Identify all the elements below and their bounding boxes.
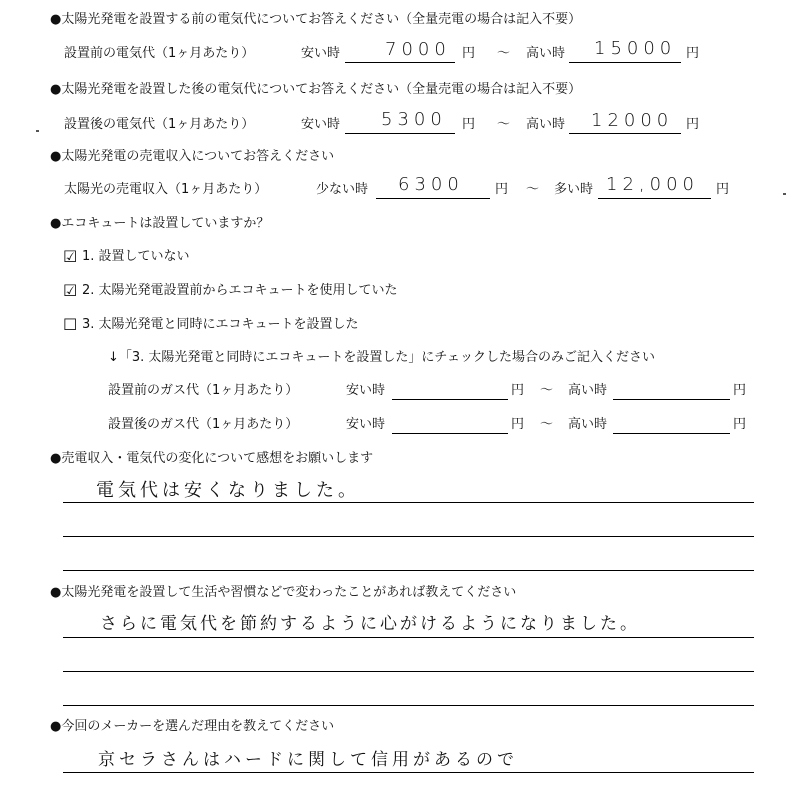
gas-after-unit-low: 円 <box>511 417 525 432</box>
q1-low-label: 安い時 <box>301 46 341 61</box>
gas-after-low-label: 安い時 <box>346 417 386 432</box>
gas-after-tilde: ～ <box>540 417 554 432</box>
gas-before-unit-low: 円 <box>511 383 525 398</box>
q1-unit-high: 円 <box>686 46 700 61</box>
q2-low-label: 安い時 <box>301 117 341 132</box>
q1-heading: ●太陽光発電を設置する前の電気代についてお答えください（全量売電の場合は記入不要） <box>50 12 582 27</box>
gas-before-low-field[interactable] <box>392 399 508 400</box>
q1-high-label: 高い時 <box>526 46 566 61</box>
q2-high-label: 高い時 <box>526 117 566 132</box>
q1-high-value[interactable]: 15000 <box>594 38 677 59</box>
q7-heading: ●今回のメーカーを選んだ理由を教えてください <box>50 719 335 734</box>
gas-after-high-label: 高い時 <box>568 417 608 432</box>
q6-answer-line-3 <box>63 705 754 706</box>
q1-unit-low: 円 <box>462 46 476 61</box>
gas-before-label: 設置前のガス代（1ヶ月あたり） <box>108 383 299 398</box>
q6-answer-line-1 <box>63 637 754 638</box>
q2-tilde: ～ <box>497 117 511 132</box>
q5-answer-line-2 <box>63 536 754 537</box>
q5-answer[interactable]: 電気代は安くなりました。 <box>96 480 360 501</box>
option3-checkbox[interactable]: ☐ <box>63 315 78 334</box>
gas-after-label: 設置後のガス代（1ヶ月あたり） <box>108 417 299 432</box>
q5-answer-line-1 <box>63 502 754 503</box>
gas-before-tilde: ～ <box>540 383 554 398</box>
q6-answer[interactable]: さらに電気代を節約するように心がけるようになりました。 <box>100 614 640 634</box>
gas-after-unit-high: 円 <box>733 417 747 432</box>
q3-unit-high: 円 <box>716 182 730 197</box>
scan-speck <box>36 130 39 132</box>
option2-label: 2. 太陽光発電設置前からエコキュートを使用していた <box>82 283 398 298</box>
q3-high-underline <box>598 198 711 199</box>
q6-answer-line-2 <box>63 671 754 672</box>
q3-high-label: 多い時 <box>554 182 594 197</box>
gas-after-high-field[interactable] <box>613 433 730 434</box>
q1-low-value[interactable]: 7000 <box>385 39 451 60</box>
q3-low-label: 少ない時 <box>316 182 369 197</box>
q2-low-underline <box>345 133 455 134</box>
gas-before-low-label: 安い時 <box>346 383 386 398</box>
q3-tilde: ～ <box>526 182 540 197</box>
gas-before-high-label: 高い時 <box>568 383 608 398</box>
q2-high-value[interactable]: 12000 <box>591 110 674 131</box>
q2-heading: ●太陽光発電を設置した後の電気代についてお答えください（全量売電の場合は記入不要） <box>50 82 582 97</box>
option1-label: 1. 設置していない <box>82 249 190 264</box>
q2-unit-high: 円 <box>686 117 700 132</box>
q1-low-underline <box>345 62 455 63</box>
q6-heading: ●太陽光発電を設置して生活や習慣などで変わったことがあれば教えてください <box>50 585 517 600</box>
q1-tilde: ～ <box>497 46 511 61</box>
gas-after-low-field[interactable] <box>392 433 508 434</box>
q1-high-underline <box>569 62 681 63</box>
q5-heading: ●売電収入・電気代の変化について感想をお願いします <box>50 451 374 466</box>
q4-heading: ●エコキュートは設置していますか？ <box>50 216 270 231</box>
option1-checkbox[interactable]: ☑ <box>63 247 78 266</box>
gas-before-unit-high: 円 <box>733 383 747 398</box>
q3-low-underline <box>376 198 490 199</box>
q3-label: 太陽光の売電収入（1ヶ月あたり） <box>64 182 268 197</box>
q3-low-value[interactable]: 6300 <box>398 174 464 195</box>
option2-checkbox[interactable]: ☑ <box>63 281 78 300</box>
gas-before-high-field[interactable] <box>613 399 730 400</box>
q2-label: 設置後の電気代（1ヶ月あたり） <box>64 117 255 132</box>
q3-high-value[interactable]: 12,000 <box>606 174 699 195</box>
q7-answer-line-1 <box>63 772 754 773</box>
q4-note: ↓「3. 太陽光発電と同時にエコキュートを設置した」にチェックした場合のみご記入ください <box>108 350 656 365</box>
scan-speck <box>783 193 786 195</box>
q1-label: 設置前の電気代（1ヶ月あたり） <box>64 46 255 61</box>
option3-label: 3. 太陽光発電と同時にエコキュートを設置した <box>82 317 359 332</box>
q2-low-value[interactable]: 5300 <box>381 109 447 130</box>
q7-answer[interactable]: 京セラさんはハードに関して信用があるので <box>98 750 518 770</box>
q5-answer-line-3 <box>63 570 754 571</box>
q2-unit-low: 円 <box>462 117 476 132</box>
q3-heading: ●太陽光発電の売電収入についてお答えください <box>50 149 335 164</box>
q2-high-underline <box>569 133 681 134</box>
q3-unit-low: 円 <box>495 182 509 197</box>
